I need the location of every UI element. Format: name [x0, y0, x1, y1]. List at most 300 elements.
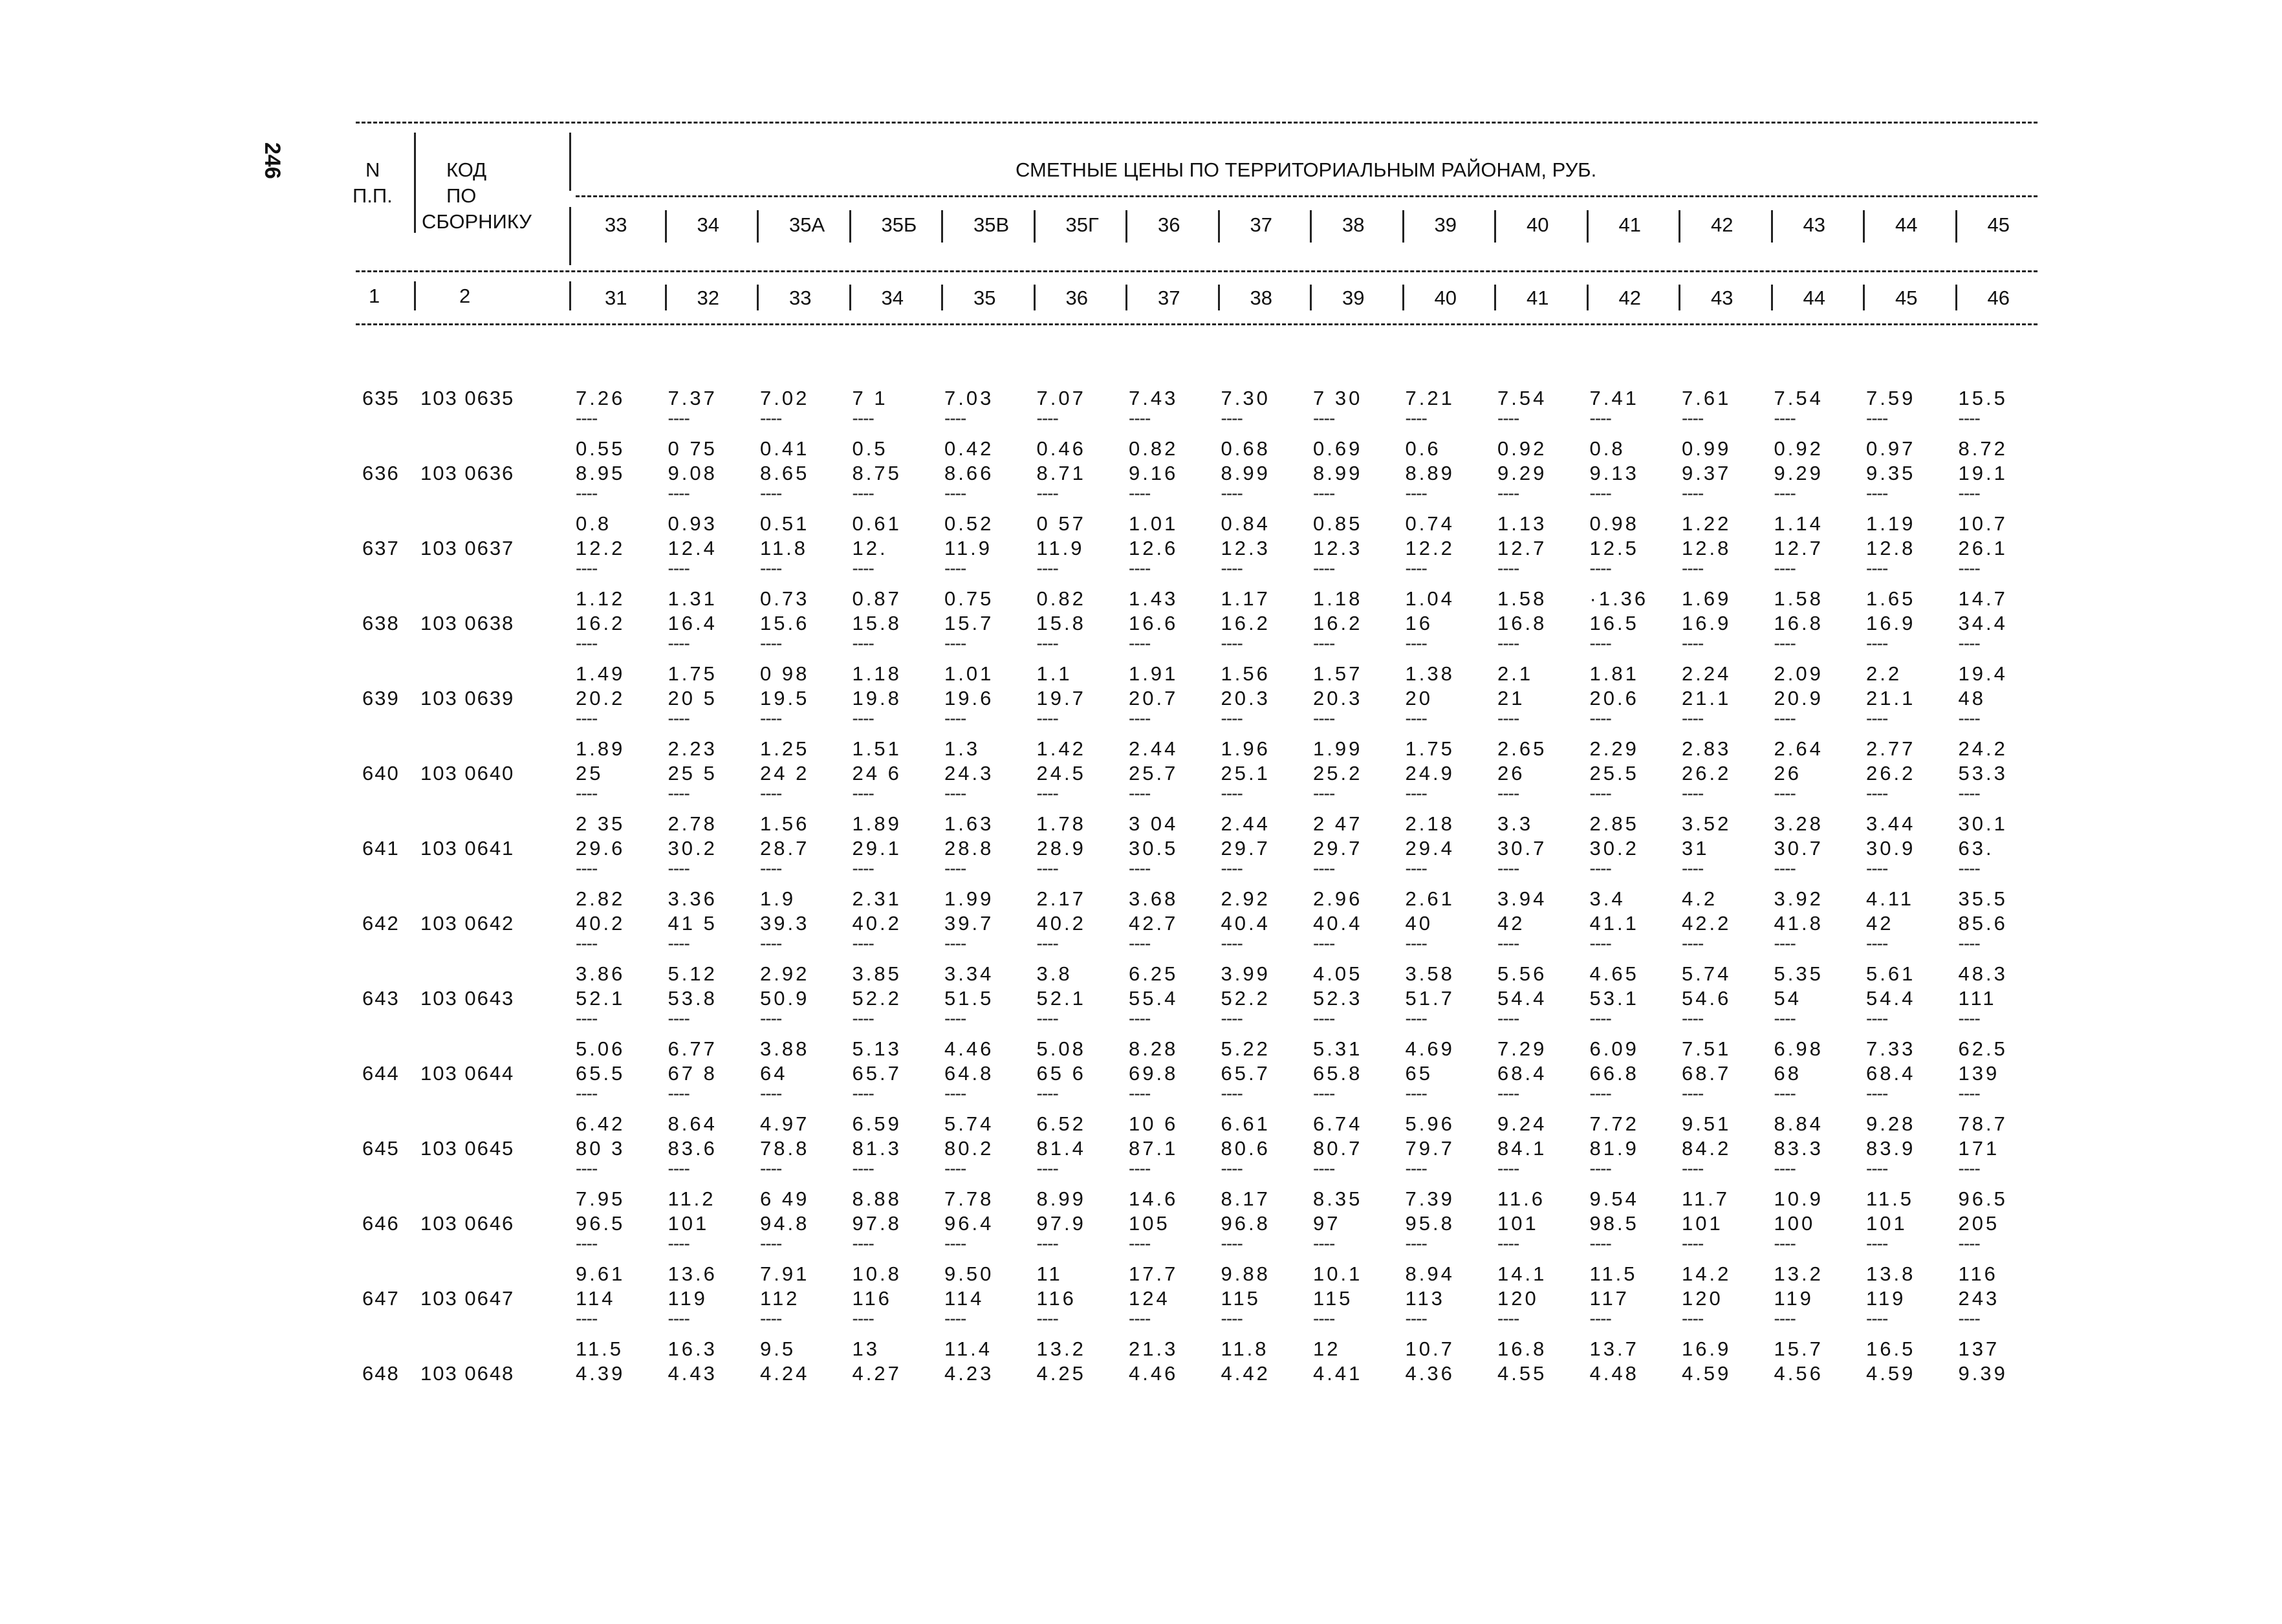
fraction-line: ---- — [1129, 858, 1151, 878]
price-value: 95.8 — [1405, 1212, 1455, 1235]
fraction-line: ---- — [760, 858, 782, 878]
header-separator — [1034, 285, 1036, 310]
price-value: 65.5 — [576, 1062, 625, 1085]
price-value: 3.8 — [1036, 962, 1072, 985]
fraction-line: ---- — [576, 483, 598, 503]
price-value: 1.13 — [1497, 512, 1547, 535]
price-value: 4.23 — [944, 1362, 994, 1385]
price-value: 30.1 — [1958, 812, 2008, 835]
price-value: 78.8 — [760, 1137, 810, 1160]
fraction-line: ---- — [1774, 1008, 1796, 1028]
fraction-line: ---- — [1774, 858, 1796, 878]
fraction-line: ---- — [1313, 558, 1335, 578]
fraction-line: ---- — [1589, 708, 1611, 728]
price-value: 11.8 — [760, 537, 809, 559]
price-value: 6.09 — [1589, 1037, 1639, 1060]
fraction-line: ---- — [576, 1008, 598, 1028]
price-value: 7.51 — [1682, 1037, 1732, 1060]
price-value: 1.89 — [576, 737, 625, 760]
fraction-line: ---- — [576, 1308, 598, 1328]
price-value: 25.2 — [1313, 762, 1363, 785]
fraction-line: ---- — [944, 708, 966, 728]
price-value: 9.61 — [576, 1262, 625, 1285]
row-number: 645 — [362, 1137, 400, 1160]
fraction-line: ---- — [1774, 483, 1796, 503]
price-value: 2.09 — [1774, 662, 1823, 685]
header-region-label: 36 — [1158, 213, 1180, 236]
price-value: 81.3 — [852, 1137, 902, 1160]
fraction-line: ---- — [1036, 933, 1058, 953]
price-value: 9.13 — [1589, 462, 1639, 484]
price-value: 54.4 — [1866, 987, 1916, 1010]
price-value: 5.56 — [1497, 962, 1547, 985]
fraction-line: ---- — [1682, 633, 1704, 653]
price-value: 2.83 — [1682, 737, 1732, 760]
row-number: 637 — [362, 537, 400, 559]
row-code: 103 0639 — [420, 687, 515, 709]
header-col-number: 45 — [1895, 287, 1918, 309]
header-rule — [356, 122, 2038, 124]
fraction-line: ---- — [1036, 1308, 1058, 1328]
fraction-line: ---- — [760, 558, 782, 578]
header-col-number: 43 — [1711, 287, 1733, 309]
price-value: 30.7 — [1497, 837, 1547, 860]
price-value: 30.2 — [668, 837, 717, 860]
price-value: 1.12 — [576, 587, 625, 610]
fraction-line: ---- — [852, 633, 874, 653]
fraction-line: ---- — [1866, 1233, 1888, 1253]
fraction-line: ---- — [1589, 483, 1611, 503]
fraction-line: ---- — [1866, 708, 1888, 728]
header-col-number: 35 — [973, 287, 996, 309]
price-value: 54.6 — [1682, 987, 1732, 1010]
fraction-line: ---- — [668, 933, 690, 953]
price-value: ·1.36 — [1589, 587, 1649, 610]
header-separator — [1679, 210, 1680, 243]
price-value: 5.74 — [944, 1112, 994, 1135]
fraction-line: ---- — [1405, 1233, 1427, 1253]
price-value: 6.74 — [1313, 1112, 1363, 1135]
fraction-line: ---- — [1589, 408, 1611, 428]
price-value: 1.78 — [1036, 812, 1086, 835]
price-value: 51.7 — [1405, 987, 1455, 1010]
price-value: 29.6 — [576, 837, 625, 860]
fraction-line: ---- — [944, 558, 966, 578]
fraction-line: ---- — [1221, 1308, 1243, 1328]
price-value: 67 8 — [668, 1062, 717, 1085]
header-separator — [757, 285, 759, 310]
price-value: 48 — [1958, 687, 1986, 709]
price-value: 3.68 — [1129, 887, 1179, 910]
fraction-line: ---- — [1129, 1158, 1151, 1178]
price-value: 96.5 — [576, 1212, 625, 1235]
price-value: 62.5 — [1958, 1037, 2008, 1060]
price-value: 11 — [1036, 1262, 1063, 1285]
fraction-line: ---- — [944, 483, 966, 503]
price-value: 52.3 — [1313, 987, 1363, 1010]
price-value: 8.71 — [1036, 462, 1086, 484]
price-value: 0.6 — [1405, 437, 1441, 460]
fraction-line: ---- — [1866, 783, 1888, 803]
price-value: 3.99 — [1221, 962, 1270, 985]
header-separator — [1587, 285, 1589, 310]
header-n-label: N — [365, 158, 380, 181]
price-value: 19.5 — [760, 687, 810, 709]
header-separator — [849, 285, 851, 310]
price-value: 25 5 — [668, 762, 717, 785]
price-value: 8.88 — [852, 1187, 902, 1210]
price-value: 55.4 — [1129, 987, 1179, 1010]
price-value: 11.5 — [576, 1337, 624, 1360]
fraction-line: ---- — [1036, 633, 1058, 653]
price-value: 2.1 — [1497, 662, 1534, 685]
fraction-line: ---- — [1221, 1158, 1243, 1178]
price-value: 10.8 — [852, 1262, 902, 1285]
price-value: 116 — [1036, 1287, 1076, 1310]
price-value: 1.9 — [760, 887, 796, 910]
header-code-label: ПО — [446, 184, 477, 207]
price-value: 11.7 — [1682, 1187, 1730, 1210]
fraction-line: ---- — [1866, 1158, 1888, 1178]
price-value: 12. — [852, 537, 888, 559]
fraction-line: ---- — [1036, 1083, 1058, 1103]
fraction-line: ---- — [576, 1083, 598, 1103]
price-value: 8.99 — [1313, 462, 1363, 484]
price-value: 7.54 — [1497, 387, 1547, 409]
price-value: 16.8 — [1497, 1337, 1547, 1360]
price-value: 29.7 — [1221, 837, 1270, 860]
price-value: 40.2 — [852, 912, 902, 935]
price-value: 50.9 — [760, 987, 810, 1010]
price-value: 1.43 — [1129, 587, 1179, 610]
fraction-line: ---- — [852, 1308, 874, 1328]
fraction-line: ---- — [1589, 1083, 1611, 1103]
price-value: 115 — [1313, 1287, 1353, 1310]
header-separator — [1771, 285, 1773, 310]
price-value: 28.8 — [944, 837, 994, 860]
fraction-line: ---- — [1682, 933, 1704, 953]
price-value: 80 3 — [576, 1137, 625, 1160]
fraction-line: ---- — [1221, 483, 1243, 503]
price-value: 4.59 — [1682, 1362, 1732, 1385]
header-separator — [1494, 210, 1496, 243]
price-value: 171 — [1958, 1137, 2000, 1160]
fraction-line: ---- — [1497, 1008, 1519, 1028]
fraction-line: ---- — [1958, 708, 1980, 728]
price-value: 4.55 — [1497, 1362, 1547, 1385]
header-col-number: 34 — [881, 287, 904, 309]
price-value: 4.39 — [576, 1362, 625, 1385]
price-value: 16.5 — [1866, 1337, 1916, 1360]
fraction-line: ---- — [852, 1158, 874, 1178]
row-number: 647 — [362, 1287, 400, 1310]
price-value: 11.9 — [1036, 537, 1085, 559]
price-value: 9.51 — [1682, 1112, 1732, 1135]
price-value: 1.1 — [1036, 662, 1072, 685]
fraction-line: ---- — [668, 1008, 690, 1028]
fraction-line: ---- — [1589, 633, 1611, 653]
price-value: 42.7 — [1129, 912, 1179, 935]
price-value: 26.2 — [1682, 762, 1732, 785]
price-value: 2.2 — [1866, 662, 1902, 685]
fraction-line: ---- — [1313, 933, 1335, 953]
header-separator — [1310, 285, 1312, 310]
price-value: 1.51 — [852, 737, 902, 760]
price-value: 3.86 — [576, 962, 625, 985]
row-number: 641 — [362, 837, 400, 860]
fraction-line: ---- — [668, 708, 690, 728]
price-value: 205 — [1958, 1212, 2000, 1235]
price-value: 68.4 — [1866, 1062, 1916, 1085]
fraction-line: ---- — [760, 933, 782, 953]
price-value: 4.46 — [944, 1037, 994, 1060]
price-value: 19.8 — [852, 687, 902, 709]
fraction-line: ---- — [1497, 1233, 1519, 1253]
price-value: 52.2 — [852, 987, 902, 1010]
fraction-line: ---- — [1774, 1233, 1796, 1253]
price-value: 15.8 — [852, 612, 902, 634]
price-value: 12.7 — [1774, 537, 1823, 559]
price-value: 1.25 — [760, 737, 810, 760]
price-value: 54 — [1774, 987, 1801, 1010]
price-value: 1.75 — [1405, 737, 1455, 760]
price-value: 16.3 — [668, 1337, 717, 1360]
price-value: 8.99 — [1036, 1187, 1086, 1210]
price-value: 10.9 — [1774, 1187, 1823, 1210]
price-value: 8.28 — [1129, 1037, 1179, 1060]
price-value: 0.8 — [1589, 437, 1625, 460]
price-value: 5.61 — [1866, 962, 1916, 985]
fraction-line: ---- — [1129, 1233, 1151, 1253]
price-value: 65 — [1405, 1062, 1433, 1085]
price-value: 48.3 — [1958, 962, 2008, 985]
price-value: 0.97 — [1866, 437, 1916, 460]
price-value: 1.14 — [1774, 512, 1823, 535]
price-value: 78.7 — [1958, 1112, 2008, 1135]
price-value: 7.03 — [944, 387, 994, 409]
fraction-line: ---- — [668, 858, 690, 878]
fraction-line: ---- — [1958, 1158, 1980, 1178]
price-value: 11.4 — [944, 1337, 993, 1360]
price-value: 3.85 — [852, 962, 902, 985]
fraction-line: ---- — [1866, 1008, 1888, 1028]
price-value: 21.1 — [1866, 687, 1916, 709]
fraction-line: ---- — [1497, 483, 1519, 503]
price-value: 101 — [1682, 1212, 1723, 1235]
price-value: 40 — [1405, 912, 1433, 935]
price-value: 39.7 — [944, 912, 994, 935]
price-value: 26.1 — [1958, 537, 2008, 559]
price-value: 0.52 — [944, 512, 994, 535]
header-separator — [1955, 285, 1957, 310]
fraction-line: ---- — [1866, 858, 1888, 878]
price-value: 16.6 — [1129, 612, 1179, 634]
fraction-line: ---- — [1589, 1233, 1611, 1253]
header-col-number: 33 — [789, 287, 812, 309]
price-value: 52.2 — [1221, 987, 1270, 1010]
fraction-line: ---- — [668, 1158, 690, 1178]
price-value: 0.92 — [1774, 437, 1823, 460]
row-code: 103 0646 — [420, 1212, 515, 1235]
fraction-line: ---- — [1313, 1083, 1335, 1103]
price-value: 1.31 — [668, 587, 717, 610]
price-value: 25.5 — [1589, 762, 1639, 785]
price-value: 15.7 — [1774, 1337, 1823, 1360]
price-value: 1.91 — [1129, 662, 1179, 685]
price-value: 7.95 — [576, 1187, 625, 1210]
price-value: 1.01 — [1129, 512, 1179, 535]
fraction-line: ---- — [1313, 1008, 1335, 1028]
price-value: 5.31 — [1313, 1037, 1363, 1060]
fraction-line: ---- — [1497, 1308, 1519, 1328]
price-value: 112 — [760, 1287, 800, 1310]
fraction-line: ---- — [1589, 933, 1611, 953]
price-value: 1.65 — [1866, 587, 1916, 610]
fraction-line: ---- — [1405, 633, 1427, 653]
row-code: 103 0637 — [420, 537, 515, 559]
price-value: 5.35 — [1774, 962, 1823, 985]
price-value: 0.87 — [852, 587, 902, 610]
fraction-line: ---- — [1129, 708, 1151, 728]
price-value: 7.07 — [1036, 387, 1086, 409]
price-value: 2.96 — [1313, 887, 1363, 910]
price-value: 65.7 — [852, 1062, 902, 1085]
price-value: 16.8 — [1497, 612, 1547, 634]
price-value: 42 — [1866, 912, 1894, 935]
price-value: 8.66 — [944, 462, 994, 484]
price-value: 41 5 — [668, 912, 717, 935]
header-separator — [757, 210, 759, 243]
fraction-line: ---- — [1405, 483, 1427, 503]
price-value: 0.69 — [1313, 437, 1363, 460]
price-value: 10.7 — [1405, 1337, 1455, 1360]
price-value: 2.31 — [852, 887, 902, 910]
fraction-line: ---- — [1958, 933, 1980, 953]
price-value: 15.5 — [1958, 387, 2008, 409]
header-separator — [569, 281, 571, 310]
price-value: 29.7 — [1313, 837, 1363, 860]
price-value: 4.25 — [1036, 1362, 1086, 1385]
row-number: 635 — [362, 387, 400, 409]
price-value: 25.7 — [1129, 762, 1179, 785]
row-number: 643 — [362, 987, 400, 1010]
price-value: 8.99 — [1221, 462, 1270, 484]
price-value: 4.36 — [1405, 1362, 1455, 1385]
fraction-line: ---- — [1958, 783, 1980, 803]
price-value: 85.6 — [1958, 912, 2008, 935]
fraction-line: ---- — [1589, 858, 1611, 878]
fraction-line: ---- — [944, 408, 966, 428]
fraction-line: ---- — [576, 1158, 598, 1178]
fraction-line: ---- — [1866, 408, 1888, 428]
price-value: 101 — [1497, 1212, 1539, 1235]
price-value: 3.88 — [760, 1037, 810, 1060]
price-value: 0 57 — [1036, 512, 1086, 535]
header-col-number: 31 — [605, 287, 627, 309]
price-value: 24 6 — [852, 762, 902, 785]
price-value: 115 — [1221, 1287, 1261, 1310]
fraction-line: ---- — [852, 708, 874, 728]
price-value: 1.42 — [1036, 737, 1086, 760]
price-value: 5.06 — [576, 1037, 625, 1060]
fraction-line: ---- — [944, 933, 966, 953]
fraction-line: ---- — [1589, 558, 1611, 578]
price-value: 19.4 — [1958, 662, 2008, 685]
header-region-label: 43 — [1803, 213, 1825, 236]
fraction-line: ---- — [1313, 783, 1335, 803]
fraction-line: ---- — [1682, 1083, 1704, 1103]
price-value: 30.2 — [1589, 837, 1639, 860]
fraction-line: ---- — [1221, 1083, 1243, 1103]
price-value: 20.6 — [1589, 687, 1639, 709]
row-number: 640 — [362, 762, 400, 785]
price-value: 1.19 — [1866, 512, 1916, 535]
header-code-label: СБОРНИКУ — [422, 210, 532, 233]
price-value: 12.6 — [1129, 537, 1179, 559]
price-value: 9.29 — [1497, 462, 1547, 484]
price-value: 12.4 — [668, 537, 717, 559]
fraction-line: ---- — [1036, 783, 1058, 803]
price-value: 10.7 — [1958, 512, 2008, 535]
price-value: 69.8 — [1129, 1062, 1179, 1085]
page-number: 246 — [260, 142, 285, 179]
fraction-line: ---- — [944, 1008, 966, 1028]
price-value: 97.8 — [852, 1212, 902, 1235]
price-value: 0.82 — [1036, 587, 1086, 610]
price-value: 116 — [1958, 1262, 1998, 1285]
price-value: 4.24 — [760, 1362, 810, 1385]
header-col-number: 41 — [1527, 287, 1549, 309]
fraction-line: ---- — [1405, 408, 1427, 428]
header-separator — [1955, 210, 1957, 243]
fraction-line: ---- — [576, 558, 598, 578]
price-value: 3.3 — [1497, 812, 1534, 835]
price-value: 12.3 — [1221, 537, 1270, 559]
price-value: 0.8 — [576, 512, 612, 535]
price-value: 17.7 — [1129, 1262, 1179, 1285]
price-value: 7.29 — [1497, 1037, 1547, 1060]
header-region-label: 33 — [605, 213, 627, 236]
fraction-line: ---- — [1774, 783, 1796, 803]
price-value: 1.04 — [1405, 587, 1455, 610]
fraction-line: ---- — [1313, 1308, 1335, 1328]
fraction-line: ---- — [1129, 1083, 1151, 1103]
price-value: 7.72 — [1589, 1112, 1639, 1135]
price-value: 16.2 — [576, 612, 625, 634]
price-value: 2.44 — [1221, 812, 1270, 835]
fraction-line: ---- — [852, 408, 874, 428]
price-value: 15.6 — [760, 612, 810, 634]
header-col-number: 40 — [1434, 287, 1457, 309]
price-value: 3.28 — [1774, 812, 1823, 835]
price-value: 16.8 — [1774, 612, 1823, 634]
price-value: 80.2 — [944, 1137, 994, 1160]
fraction-line: ---- — [1958, 633, 1980, 653]
price-value: 2.65 — [1497, 737, 1547, 760]
price-value: 68.4 — [1497, 1062, 1547, 1085]
header-separator — [849, 210, 851, 243]
price-value: 11.5 — [1866, 1187, 1915, 1210]
price-value: 19.7 — [1036, 687, 1086, 709]
fraction-line: ---- — [1129, 558, 1151, 578]
price-value: 2.92 — [1221, 887, 1270, 910]
price-value: 0.84 — [1221, 512, 1270, 535]
fraction-line: ---- — [944, 633, 966, 653]
price-value: 0.68 — [1221, 437, 1270, 460]
price-value: 6.59 — [852, 1112, 902, 1135]
header-separator — [1771, 210, 1773, 243]
price-value: 7.37 — [668, 387, 717, 409]
